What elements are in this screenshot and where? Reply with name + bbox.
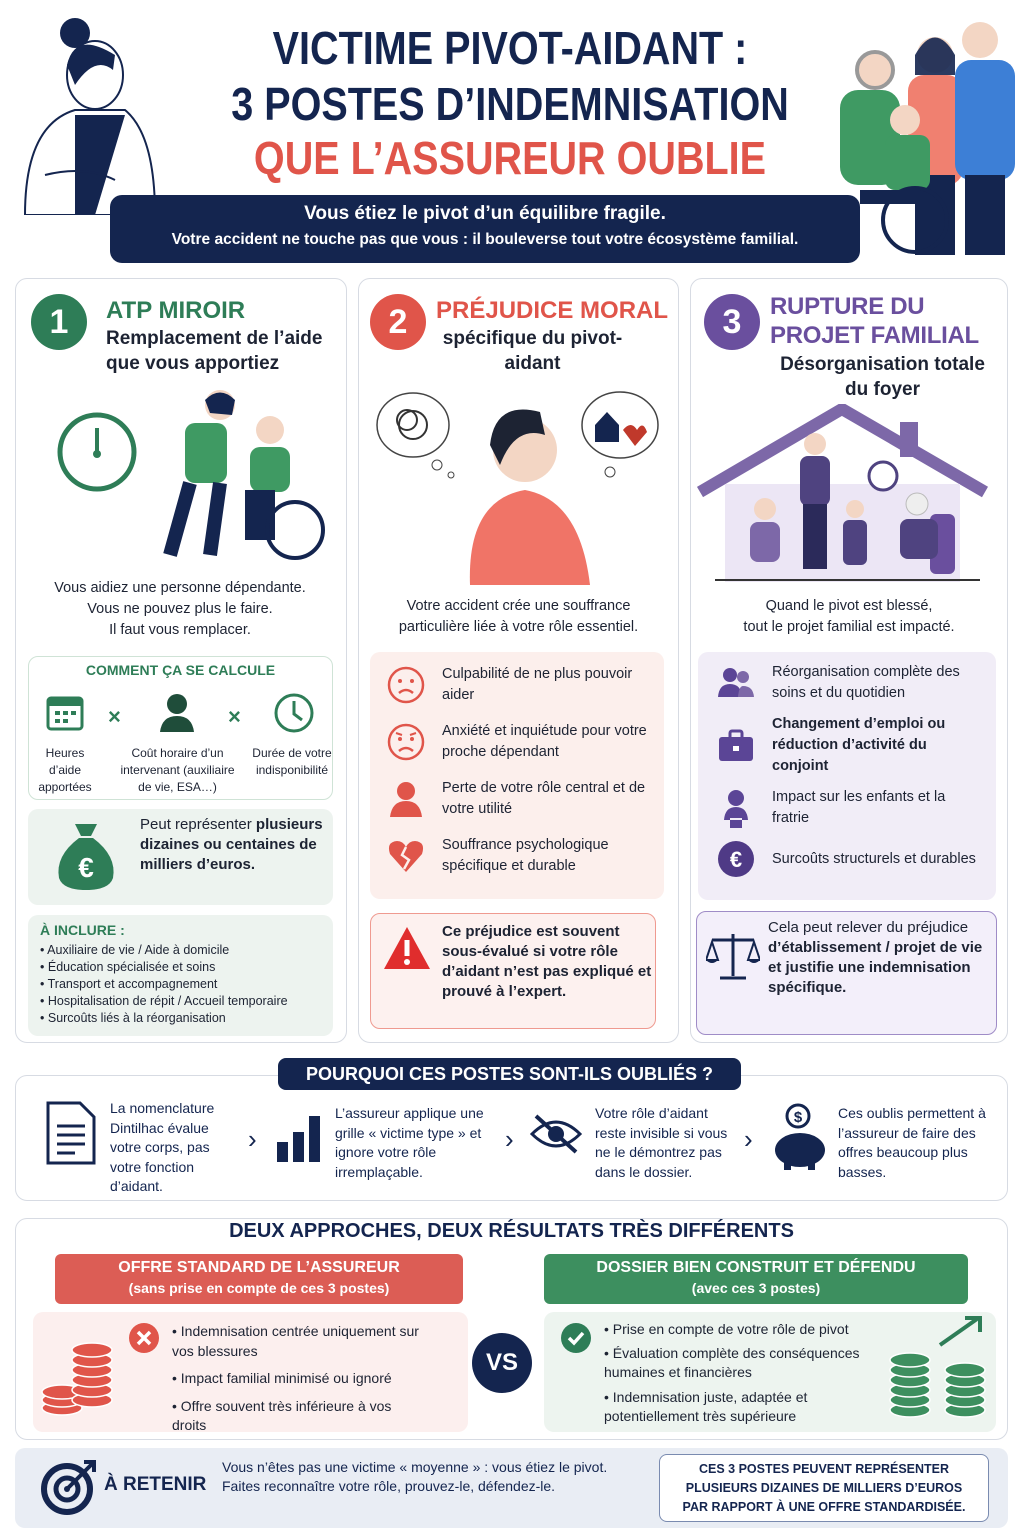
banner-line-2: Votre accident ne touche pas que vous : il bouleverse tout votre écosystème familial. xyxy=(171,231,799,248)
person-icon xyxy=(386,779,426,819)
calc-title: COMMENT ÇA SE CALCULE xyxy=(85,662,276,678)
vs-badge: VS xyxy=(472,1333,532,1393)
banner-line-1: Vous étiez le pivot d’un équilibre fragile. xyxy=(304,203,666,224)
document-icon xyxy=(45,1100,97,1166)
family-house-illustration xyxy=(695,404,990,584)
child-icon xyxy=(716,788,756,828)
warning-icon xyxy=(382,925,432,971)
money-bag-icon xyxy=(55,822,117,892)
standard-offer-subtitle: (sans prise en compte de ces 3 postes) xyxy=(128,1280,390,1296)
include-item: • Hospitalisation de répit / Accueil temporaire xyxy=(40,994,288,1008)
standard-offer-title: OFFRE STANDARD DE L’ASSUREUR xyxy=(118,1259,400,1276)
defended-item: • Évaluation complète des conséquences humaines et financières xyxy=(604,1344,860,1380)
key-takeaway-callout: CES 3 POSTES PEUVENT REPRÉSENTER PLUSIEURS DIZAINES DE MILLIERS D’EUROS PAR RAPPORT À UNE OFFRE STANDARDISÉE. xyxy=(659,1454,989,1522)
caregiver-person-icon xyxy=(158,692,196,732)
clock-icon xyxy=(55,410,139,494)
amount-text xyxy=(140,815,328,875)
include-item: • Auxiliaire de vie / Aide à domicile xyxy=(40,943,230,957)
number-badge-2: 2 xyxy=(370,294,426,350)
col1-desc-line: Vous aidiez une personne dépendante. xyxy=(54,580,306,596)
note-text: Cela peut relever du préjudice d’établissement / projet de vie et justifie une indemnisation spécifique. xyxy=(768,919,983,996)
col1-subtitle: Remplacement de l’aide que vous apportiez xyxy=(106,328,323,374)
factor-duration: Durée de votre indisponibilité xyxy=(252,746,332,777)
col3-desc-line: Quand le pivot est blessé, xyxy=(765,598,933,614)
euro-coin-icon xyxy=(716,839,756,879)
bar-chart-icon xyxy=(275,1112,325,1164)
defended-file-title: DOSSIER BIEN CONSTRUIT ET DÉFENDU xyxy=(596,1259,916,1276)
distressed-person-illustration xyxy=(375,390,665,585)
col2-desc-line: particulière liée à votre rôle essentiel. xyxy=(398,619,639,635)
compare-title: DEUX APPROCHES, DEUX RÉSULTATS TRÈS DIFFÉRENTS xyxy=(229,1220,794,1242)
include-item: • Éducation spécialisée et soins xyxy=(40,960,216,974)
standard-offer-header xyxy=(55,1254,463,1304)
why-item-2: L’assureur applique une grille « victime type » et ignore votre rôle irremplaçable. xyxy=(335,1105,484,1180)
col3-subtitle: Désorganisation totale du foyer xyxy=(780,354,985,400)
family-item: € Surcoûts structurels et durables xyxy=(716,839,986,879)
standard-item: • Offre souvent très inférieure à vos droits xyxy=(172,1397,392,1433)
moral-item: Anxiété et inquiétude pour votre proche dépendant xyxy=(386,721,652,763)
check-circle-icon xyxy=(560,1322,592,1354)
col2-description xyxy=(362,596,675,638)
calendar-icon xyxy=(45,692,85,732)
defended-file-header xyxy=(544,1254,968,1304)
moral-item: Souffrance psychologique spécifique et durable xyxy=(386,835,652,877)
title-line-1: VICTIME PIVOT-AIDANT : xyxy=(272,22,748,74)
defended-item: • Indemnisation juste, adaptée et potentiellement très supérieure xyxy=(604,1388,808,1424)
col3-desc-line: tout le projet familial est impacté. xyxy=(743,619,955,635)
number-badge-3: 3 xyxy=(704,294,760,350)
include-item: • Transport et accompagnement xyxy=(40,977,218,991)
coin-stack-red-icon xyxy=(40,1340,115,1420)
family-item: Réorganisation complète des soins et du quotidien xyxy=(716,662,986,704)
piggy-bank-icon xyxy=(770,1102,828,1172)
col3-description xyxy=(695,596,1003,638)
caregiver-wheelchair-illustration xyxy=(150,385,325,565)
svg-text:€: € xyxy=(729,847,743,872)
factor-hours: Heures d’aide apportées xyxy=(38,746,92,794)
col1-desc-line: Il faut vous remplacer. xyxy=(109,622,251,638)
anxious-face-icon xyxy=(386,722,426,762)
target-icon xyxy=(40,1458,98,1516)
svg-text:$: $ xyxy=(793,1109,803,1126)
moral-item: Culpabilité de ne plus pouvoir aider xyxy=(386,664,652,706)
clock-icon xyxy=(273,692,315,734)
coin-stack-rising-icon xyxy=(885,1315,990,1425)
broken-heart-icon xyxy=(386,836,426,876)
amount-bold: plusieurs dizaines ou centaines de milliers d’euros. xyxy=(140,816,323,873)
key-takeaway-line: Vous n’êtes pas une victime « moyenne » : vous étiez le pivot. xyxy=(222,1459,608,1475)
chevron-right-icon: › xyxy=(505,1124,514,1154)
col2-desc-line: Votre accident crée une souffrance xyxy=(406,598,631,614)
standard-item: • Impact familial minimisé ou ignoré xyxy=(172,1370,392,1386)
why-title: POURQUOI CES POSTES SONT-ILS OUBLIÉS ? xyxy=(278,1058,741,1090)
col2-subtitle: spécifique du pivot-aidant xyxy=(442,328,623,374)
family-illustration xyxy=(830,15,1020,260)
sad-face-icon xyxy=(386,665,426,705)
col1-desc-line: Vous ne pouvez plus le faire. xyxy=(87,601,273,617)
why-item-4: Ces oublis permettent à l’assureur de faire des offres beaucoup plus basses. xyxy=(838,1105,986,1180)
people-icon xyxy=(716,663,756,703)
warning-text: Ce préjudice est souvent sous-évalué si votre rôle d’aidant n’est pas expliqué et prouvé à l’expert. xyxy=(442,923,652,1000)
col3-title: RUPTURE DU PROJET FAMILIAL xyxy=(770,293,979,349)
family-list-box xyxy=(698,652,996,900)
col1-description xyxy=(30,578,330,641)
chevron-right-icon: › xyxy=(744,1124,753,1154)
svg-text:€: € xyxy=(78,852,94,883)
intro-banner xyxy=(110,195,860,263)
title-line-2: 3 POSTES D’INDEMNISATION xyxy=(231,78,789,130)
key-takeaway-line: Faites reconnaître votre rôle, prouvez-le, défendez-le. xyxy=(222,1478,556,1494)
defended-item: • Prise en compte de votre rôle de pivot xyxy=(604,1321,849,1337)
standard-item: • Indemnisation centrée uniquement sur vos blessures xyxy=(172,1323,419,1359)
family-item: Changement d’emploi ou réduction d’activité du conjoint xyxy=(716,714,986,777)
briefcase-icon xyxy=(716,726,756,766)
why-item-3: Votre rôle d’aidant reste invisible si vous ne le démontrez pas dans le dossier. xyxy=(595,1105,728,1180)
include-title: À INCLURE : xyxy=(40,922,125,938)
injured-woman-illustration xyxy=(15,15,165,215)
standard-offer-list xyxy=(172,1322,422,1436)
key-takeaway-text xyxy=(222,1458,647,1496)
title-line-3: QUE L’ASSUREUR OUBLIE xyxy=(253,132,767,184)
scales-of-justice-icon xyxy=(706,930,760,982)
number-badge-1: 1 xyxy=(31,294,87,350)
amount-lead: Peut représenter xyxy=(140,816,252,833)
why-item-1: La nomenclature Dintilhac évalue votre corps, pas votre fonction d’aidant. xyxy=(110,1100,215,1194)
defended-file-list xyxy=(604,1320,872,1427)
multiply-sign: × xyxy=(228,704,241,729)
col2-title: PRÉJUDICE MORAL xyxy=(436,297,669,324)
eye-slash-icon xyxy=(530,1112,582,1156)
col1-title: ATP MIROIR xyxy=(106,297,246,324)
include-list xyxy=(40,942,288,1027)
include-item: • Surcoûts liés à la réorganisation xyxy=(40,1011,226,1025)
key-takeaway-label: À RETENIR xyxy=(104,1474,207,1495)
factor-hourly-cost: Coût horaire d’un intervenant (auxiliaire de vie, ESA…) xyxy=(120,746,235,794)
x-circle-icon xyxy=(128,1322,160,1354)
moral-item: Perte de votre rôle central et de votre utilité xyxy=(386,778,652,820)
multiply-sign: × xyxy=(108,704,121,729)
defended-file-subtitle: (avec ces 3 postes) xyxy=(691,1280,821,1296)
moral-list-box xyxy=(370,652,664,899)
family-item: Impact sur les enfants et la fratrie xyxy=(716,787,986,829)
chevron-right-icon: › xyxy=(248,1124,257,1154)
